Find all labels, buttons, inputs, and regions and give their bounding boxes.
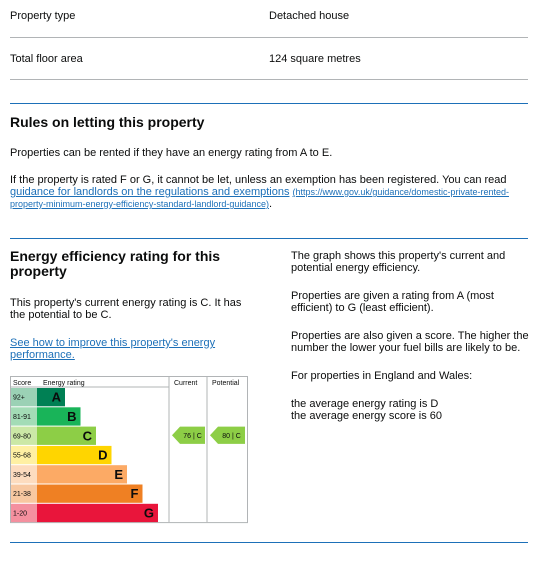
rating-header: Energy rating xyxy=(43,380,85,387)
divider xyxy=(10,79,528,80)
efficiency-heading: Energy efficiency rating for this property xyxy=(10,248,221,279)
section-divider xyxy=(10,103,528,104)
letting-paragraph: Properties can be rented if they have an energy rating from A to E. xyxy=(10,147,333,159)
potential-rating-value: 80 | C xyxy=(222,432,241,440)
section-divider xyxy=(10,542,528,543)
band-letter: D xyxy=(98,447,108,463)
band-letter: E xyxy=(114,466,123,482)
band-letter: B xyxy=(67,408,77,424)
improve-performance-link[interactable]: See how to improve this property's energy performance. xyxy=(10,337,216,361)
summary-label: Property type xyxy=(10,10,76,22)
explanation-p1: The graph shows this property's current and potential energy efficiency. xyxy=(291,250,506,274)
explanation-p2: Properties are given a rating from A (most efficient) to G (least efficient). xyxy=(291,290,494,314)
summary-value: 124 square metres xyxy=(269,53,361,65)
summary-label: Total floor area xyxy=(10,53,83,65)
energy-rating-chart xyxy=(10,376,250,526)
divider xyxy=(10,37,528,38)
guidance-url-link[interactable]: (https://www.gov.uk/guidance/domestic-private-rented-property-minimum-energy-efficiency-standard-landlord-guidance) xyxy=(10,187,509,209)
explanation-p5: the average energy rating is D the average energy score is 60 xyxy=(291,398,443,422)
current-header: Current xyxy=(174,380,198,387)
band-bar xyxy=(37,485,143,503)
band-bar xyxy=(37,504,158,522)
band-score-label: 69-80 xyxy=(13,433,31,441)
band-letter: A xyxy=(51,389,61,405)
letting-heading: Rules on letting this property xyxy=(10,114,205,130)
graph-explanation xyxy=(291,250,531,422)
section-divider xyxy=(10,238,528,239)
band-letter: F xyxy=(130,486,139,502)
band-letter: C xyxy=(82,428,92,444)
current-rating-text: This property's current energy rating is C. It has the potential to be C. xyxy=(10,297,242,321)
potential-header: Potential xyxy=(212,380,240,387)
score-header: Score xyxy=(13,380,32,387)
explanation-p4: For properties in England and Wales: xyxy=(291,370,473,382)
band-score-label: 1-20 xyxy=(13,510,28,518)
band-letter: G xyxy=(143,505,154,521)
guidance-link[interactable]: guidance for landlords on the regulations and exemptions xyxy=(10,186,290,198)
band-score-label: 21-38 xyxy=(13,491,31,499)
summary-value: Detached house xyxy=(269,10,350,22)
improve-link-wrapper xyxy=(10,337,215,361)
band-score-label: 81-91 xyxy=(13,413,31,421)
current-rating-value: 76 | C xyxy=(183,432,202,440)
explanation-p3: Properties are also given a score. The higher the number the lower your fuel bills are likely to be. xyxy=(291,330,529,354)
band-score-label: 92+ xyxy=(13,394,25,402)
band-score-label: 55-68 xyxy=(13,452,31,460)
letting-paragraph-exemption: If the property is rated F or G, it cannot be let, unless an exemption has been registered. You can read guidance for landlords on the regulations and exemptions (https://www.gov.uk/guidance/domestic-private-rented-property-minimum-energy-efficiency-standard-landlord-guidance). xyxy=(10,174,509,210)
band-score-label: 39-54 xyxy=(13,471,31,479)
